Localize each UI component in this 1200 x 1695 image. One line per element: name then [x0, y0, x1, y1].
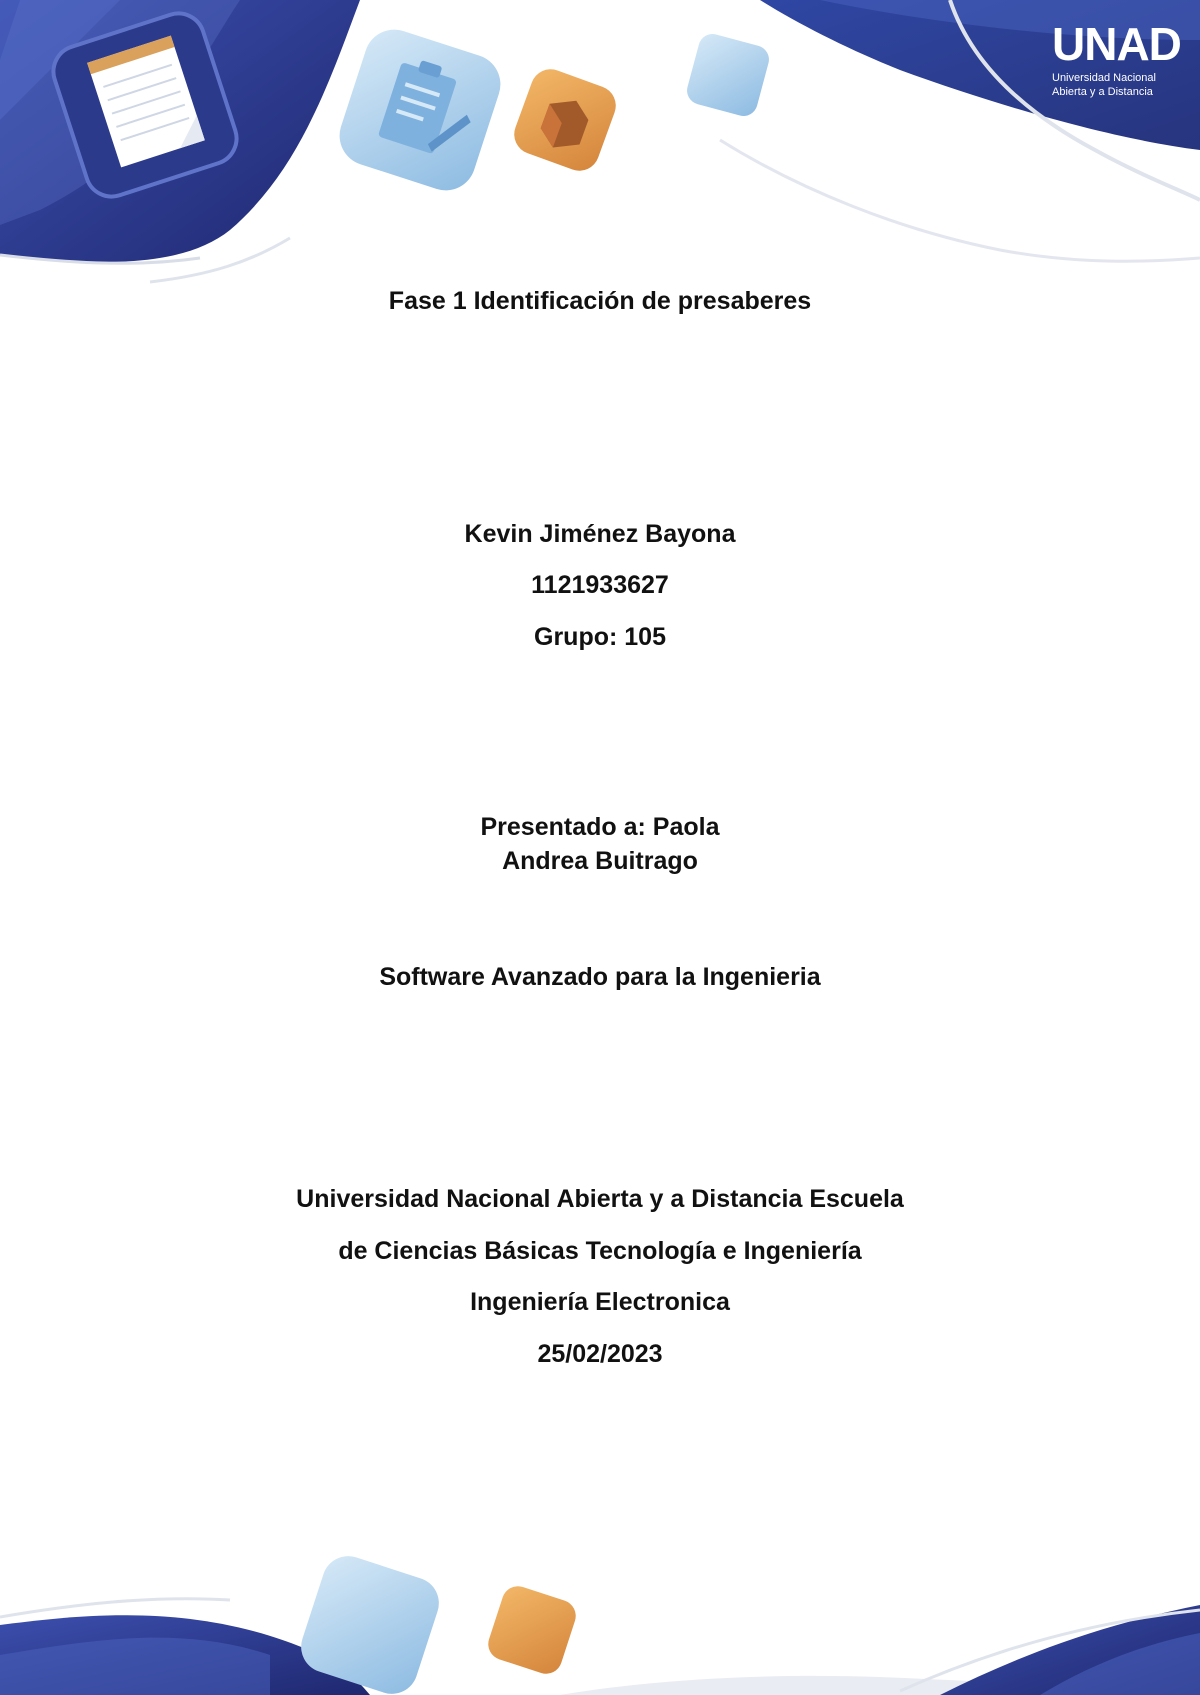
tile-decoration: [484, 1582, 580, 1678]
document-title: Fase 1 Identificación de presaberes: [388, 287, 812, 315]
tile-decoration: [684, 31, 772, 119]
logo-subtitle-line2: Abierta y a Distancia: [1052, 86, 1153, 98]
program-name: Ingeniería Electronica: [470, 1288, 730, 1316]
presented-to-line2: Andrea Buitrago: [502, 847, 698, 875]
footer-banner: [0, 1505, 1200, 1695]
institution-line1: Universidad Nacional Abierta y a Distancia Escuela: [296, 1185, 904, 1213]
logo-wordmark: UNAD: [1052, 18, 1181, 70]
institution-line2: de Ciencias Básicas Tecnología e Ingeniería: [338, 1237, 862, 1265]
presented-to-line1: Presentado a: Paola: [480, 813, 720, 841]
logo-subtitle-line1: Universidad Nacional: [1052, 72, 1156, 84]
unad-logo: [1052, 18, 1182, 98]
group-label: Grupo: 105: [534, 623, 666, 651]
clipboard-icon: [332, 22, 508, 198]
header-banner: [0, 0, 1200, 300]
book-icon: [509, 64, 622, 177]
course-name: Software Avanzado para la Ingenieria: [379, 963, 821, 991]
student-name: Kevin Jiménez Bayona: [464, 520, 736, 548]
document-date: 25/02/2023: [537, 1340, 663, 1368]
student-id: 1121933627: [531, 571, 669, 599]
